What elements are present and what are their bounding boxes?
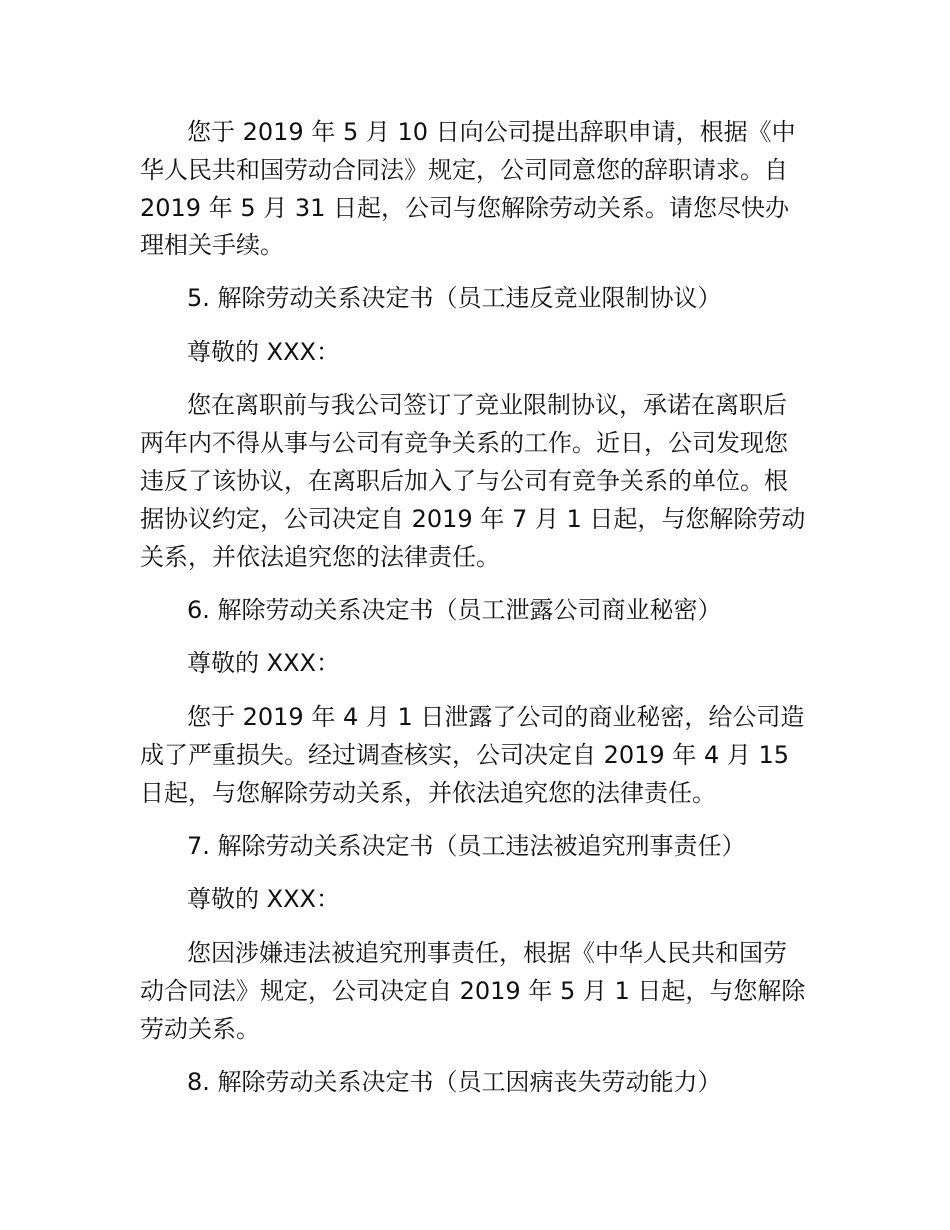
body-line: 您于 2019 年 4 月 1 日泄露了公司的商业秘密，给公司造 [187, 703, 805, 731]
body-line: 据协议约定，公司决定自 2019 年 7 月 1 日起，与您解除劳动 [140, 505, 806, 533]
salutation: 尊敬的 XXX： [187, 885, 340, 913]
body-line: 两年内不得从事与公司有竞争关系的工作。近日，公司发现您 [140, 429, 788, 457]
body-line: 劳动关系。 [140, 1015, 260, 1043]
body-line: 您于 2019 年 5 月 10 日向公司提出辞职申请，根据《中 [187, 118, 796, 146]
section-heading: 7. 解除劳动关系决定书（员工违法被追究刑事责任） [187, 832, 746, 860]
salutation: 尊敬的 XXX： [187, 649, 340, 677]
body-line: 理相关手续。 [140, 231, 284, 259]
body-line: 华人民共和国劳动合同法》规定，公司同意您的辞职请求。自 [140, 156, 788, 184]
section-heading: 6. 解除劳动关系决定书（员工泄露公司商业秘密） [187, 596, 722, 624]
body-line: 违反了该协议，在离职后加入了与公司有竞争关系的单位。根 [140, 467, 788, 495]
section-heading: 8. 解除劳动关系决定书（员工因病丧失劳动能力） [187, 1068, 722, 1096]
body-line: 动合同法》规定，公司决定自 2019 年 5 月 1 日起，与您解除 [140, 977, 806, 1005]
body-line: 成了严重损失。经过调查核实，公司决定自 2019 年 4 月 15 [140, 741, 790, 769]
body-line: 您因涉嫌违法被追究刑事责任，根据《中华人民共和国劳 [187, 939, 787, 967]
salutation: 尊敬的 XXX： [187, 338, 340, 366]
body-line: 您在离职前与我公司签订了竞业限制协议，承诺在离职后 [187, 391, 787, 419]
body-line: 关系，并依法追究您的法律责任。 [140, 543, 500, 571]
section-heading: 5. 解除劳动关系决定书（员工违反竞业限制协议） [187, 284, 722, 312]
body-line: 日起，与您解除劳动关系，并依法追究您的法律责任。 [140, 779, 716, 807]
body-line: 2019 年 5 月 31 日起，公司与您解除劳动关系。请您尽快办 [140, 194, 790, 222]
